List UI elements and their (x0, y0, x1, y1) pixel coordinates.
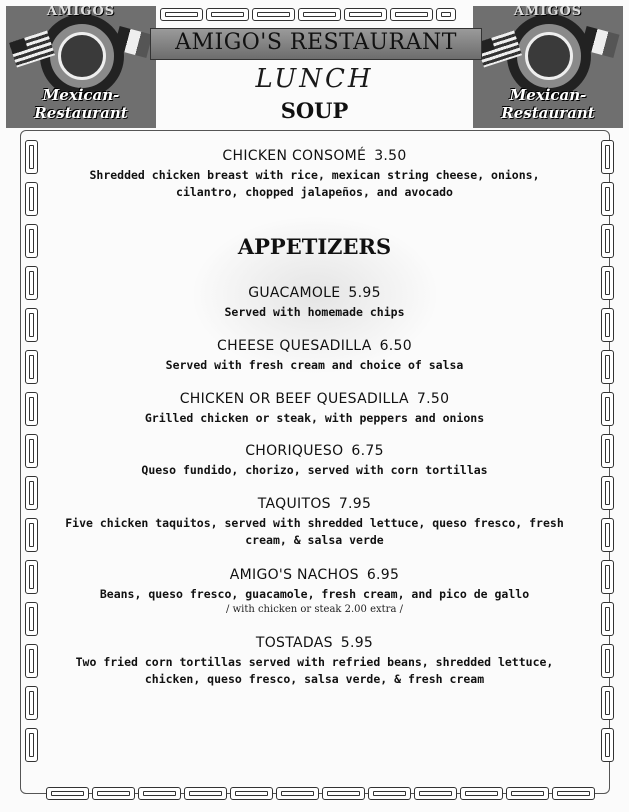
greek-key-icon (601, 644, 614, 678)
greek-key-icon (601, 476, 614, 510)
greek-key-icon (160, 8, 203, 21)
logo-bottom-text: Mexican-Restaurant (34, 86, 128, 122)
description-line: cream, & salsa verde (245, 533, 384, 547)
greek-key-icon (601, 560, 614, 594)
item-description (60, 586, 569, 603)
greek-key-icon (298, 8, 341, 21)
greek-key-icon (25, 560, 38, 594)
item-name: TOSTADAS (255, 635, 333, 651)
item-description (60, 167, 569, 201)
greek-key-icon (25, 644, 38, 678)
item-name: CHEESE QUESADILLA (217, 338, 372, 354)
greek-key-icon (25, 182, 38, 216)
top-border-ornaments (160, 8, 456, 21)
greek-key-icon (25, 602, 38, 636)
greek-key-icon (138, 787, 181, 800)
description-line: Five chicken taquitos, served with shredded lettuce, queso fresco, fresh (65, 516, 564, 530)
greek-key-icon (436, 8, 456, 21)
greek-key-icon (25, 518, 38, 552)
greek-key-icon (25, 434, 38, 468)
greek-key-icon (25, 266, 38, 300)
item-price: 6.75 (351, 443, 384, 459)
item-name: GUACAMOLE (248, 285, 341, 301)
greek-key-icon (25, 476, 38, 510)
greek-key-icon (601, 434, 614, 468)
greek-key-icon (601, 140, 614, 174)
greek-key-icon (206, 8, 249, 21)
greek-key-icon (25, 728, 38, 762)
greek-key-icon (276, 787, 319, 800)
item-description (60, 410, 569, 427)
greek-key-icon (25, 350, 38, 384)
item-price: 3.50 (374, 148, 407, 164)
greek-key-icon (601, 602, 614, 636)
menu-item-choriqueso (60, 443, 569, 479)
item-description (60, 462, 569, 479)
menu-item-amigos-nachos (60, 567, 569, 615)
greek-key-icon (322, 787, 365, 800)
description-line: chicken, queso fresco, salsa verde, & fresh cream (144, 672, 485, 686)
item-price: 6.50 (379, 338, 412, 354)
restaurant-name-banner (150, 28, 482, 60)
item-description (60, 654, 569, 688)
logo-bottom-text: Mexican-Restaurant (501, 86, 595, 122)
greek-key-icon (92, 787, 135, 800)
greek-key-icon (506, 787, 549, 800)
item-name: CHICKEN CONSOMÉ (222, 148, 367, 164)
greek-key-icon (25, 140, 38, 174)
greek-key-icon (25, 308, 38, 342)
appetizers-heading: APPETIZERS (237, 234, 392, 259)
item-price: 7.95 (338, 496, 372, 512)
description-line: Served with homemade chips (224, 305, 405, 319)
description-line: Beans, queso fresco, guacamole, fresh cream, and pico de gallo (99, 587, 530, 601)
greek-key-icon (25, 392, 38, 426)
item-price: 6.95 (366, 567, 400, 583)
description-line: Shredded chicken breast with rice, mexican string cheese, onions, (89, 168, 540, 182)
item-name: CHORIQUESO (245, 443, 344, 459)
greek-key-icon (46, 787, 89, 800)
greek-key-icon (601, 392, 614, 426)
logo-top-text: AMIGOS (513, 6, 583, 19)
greek-key-icon (601, 686, 614, 720)
greek-key-icon (601, 182, 614, 216)
item-description (60, 304, 569, 321)
greek-key-icon (344, 8, 387, 21)
greek-key-icon (601, 308, 614, 342)
greek-key-icon (460, 787, 503, 800)
item-name: CHICKEN OR BEEF QUESADILLA (179, 391, 409, 407)
description-line: Served with fresh cream and choice of salsa (165, 358, 464, 372)
greek-key-icon (601, 350, 614, 384)
item-name: AMIGO'S NACHOS (229, 567, 359, 583)
item-note: / with chicken or steak 2.00 extra / (226, 604, 403, 615)
greek-key-icon (25, 686, 38, 720)
greek-key-icon (390, 8, 433, 21)
description-line: Grilled chicken or steak, with peppers and onions (144, 411, 485, 425)
item-name: TAQUITOS (257, 496, 331, 512)
item-description (60, 357, 569, 374)
menu-item-chicken-beef-quesadilla (60, 391, 569, 427)
greek-key-icon (601, 266, 614, 300)
greek-key-icon (184, 787, 227, 800)
item-description (60, 515, 569, 549)
restaurant-name: AMIGO'S RESTAURANT (175, 30, 457, 55)
menu-item-tostadas (60, 635, 569, 688)
menu-item-chicken-consome (60, 148, 569, 201)
item-price: 5.95 (348, 285, 381, 301)
logo-top-text: AMIGOS (46, 6, 116, 19)
description-line: cilantro, chopped jalapeños, and avocado (176, 185, 453, 199)
greek-key-icon (552, 787, 595, 800)
description-line: Queso fundido, chorizo, served with corn tortillas (141, 463, 488, 477)
greek-key-icon (368, 787, 411, 800)
soup-heading: SOUP (280, 98, 349, 123)
greek-key-icon (601, 518, 614, 552)
greek-key-icon (252, 8, 295, 21)
menu-item-guacamole (60, 285, 569, 321)
greek-key-icon (230, 787, 273, 800)
menu-item-cheese-quesadilla (60, 338, 569, 374)
description-line: Two fried corn tortillas served with refried beans, shredded lettuce, (75, 655, 554, 669)
menu-item-taquitos (60, 496, 569, 549)
item-price: 5.95 (340, 635, 374, 651)
greek-key-icon (414, 787, 457, 800)
item-price: 7.50 (416, 391, 450, 407)
bottom-border-ornaments (46, 787, 595, 800)
menu-title: LUNCH (255, 64, 374, 94)
greek-key-icon (601, 728, 614, 762)
